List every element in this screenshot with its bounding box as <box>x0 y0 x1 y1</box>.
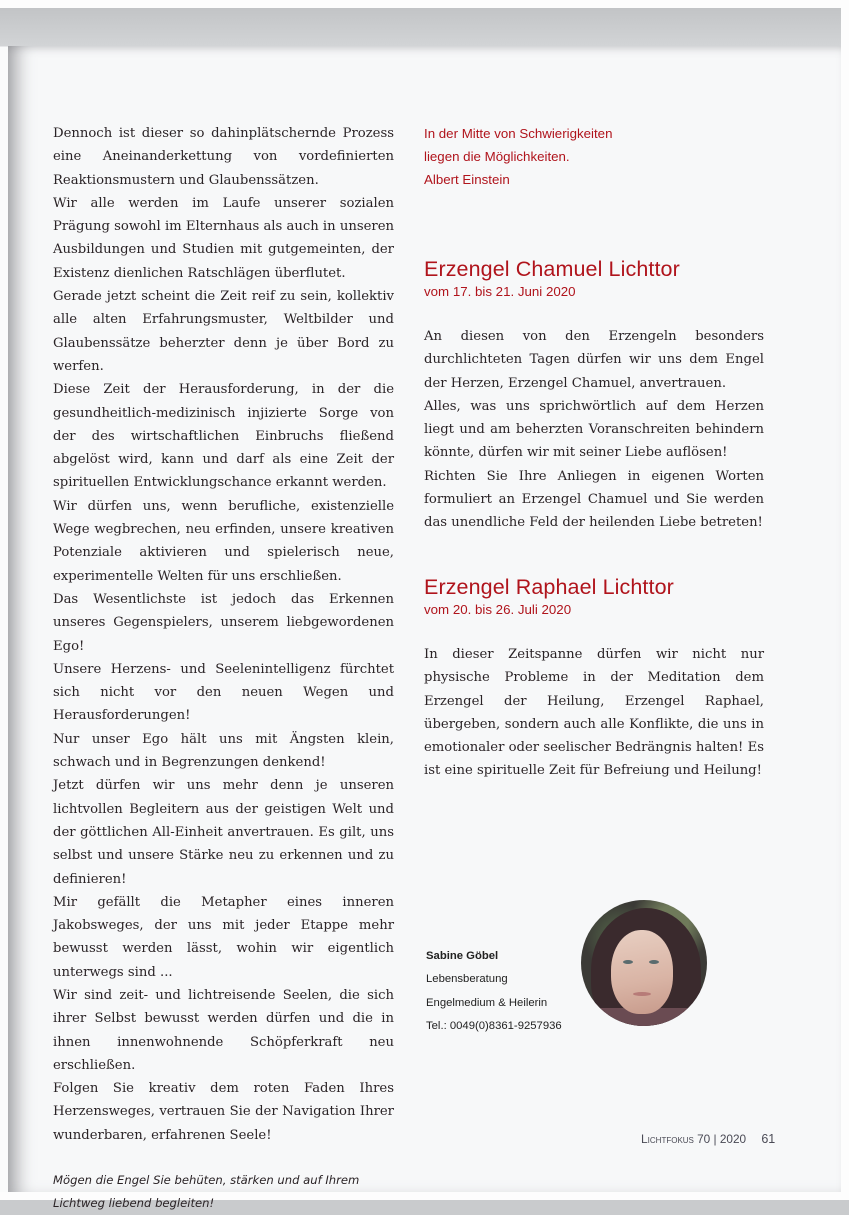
section-title: Erzengel Chamuel Lichttor <box>424 257 680 281</box>
quote-block <box>424 122 764 192</box>
body-paragraph: Gerade jetzt scheint die Zeit reif zu sein, kollektiv alle alten Erfahrungsmuster, Weltbilder und Glaubenssätze beherzter denn je über Bord zu werfen. <box>53 289 394 374</box>
author-portrait <box>581 900 707 1026</box>
section-date: vom 20. bis 26. Juli 2020 <box>424 602 572 617</box>
quote-author: Albert Einstein <box>424 172 510 188</box>
section-raphael <box>424 574 764 783</box>
body-paragraph: Nur unser Ego hält uns mit Ängsten klein, schwach und in Begrenzungen denkend! <box>53 731 394 771</box>
body-paragraph: Alles, was uns sprichwörtlich auf dem Herzen liegt und am beherzten Voranschreiten behindern könnte, dürfen wir mit seiner Liebe auflösen! <box>424 398 764 461</box>
author-name: Sabine Göbel <box>426 950 499 962</box>
body-paragraph: Das Wesentlichste ist jedoch das Erkennen unseres Gegenspielers, unserem liebgewordenen Ego! <box>53 591 394 654</box>
body-paragraph: Jetzt dürfen wir uns mehr denn je unseren lichtvollen Begleitern aus der geistigen Welt und der göttlichen All-Einheit anvertrauen. Es gilt, uns selbst und unsere Stärke neu zu erkennen und zu definieren! <box>53 778 394 887</box>
author-info <box>426 945 562 1038</box>
body-paragraph: Mir gefällt die Metapher eines inneren Jakobsweges, der uns mit jeder Etappe mehr bewusst werden lässt, wohin wir eigentlich unterwegs sind ... <box>53 894 394 980</box>
body-paragraph: In dieser Zeitspanne dürfen wir nicht nur physische Probleme in der Meditation dem Erzengel der Heilung, Erzengel Raphael, übergeben, sondern auch alle Konflikte, die uns in emotionaler oder seelischer Bedrängnis halten! Es ist eine spirituelle Zeit für Befreiung und Heilung! <box>424 647 764 779</box>
body-paragraph: Wir alle werden im Laufe unserer sozialen Prägung sowohl im Elternhaus als auch in unseren Ausbildungen und Studien mit gutgemeinten, der Existenz dienlichen Ratschlägen überflutet. <box>53 195 394 281</box>
portrait-eye <box>649 960 659 964</box>
body-paragraph: Unsere Herzens- und Seelenintelligenz fürchtet sich nicht vor den neuen Wegen und Herausforderungen! <box>53 661 394 724</box>
right-column <box>424 122 764 779</box>
portrait-mouth <box>633 992 651 996</box>
body-paragraph: Diese Zeit der Herausforderung, in der die gesundheitlich-medizinisch injizierte Sorge von der des wirtschaftlichen Einbruchs fließend abgelöst wird, kann und darf als eine Zeit der spirituellen Entwicklungschance erkannt werden. <box>53 382 394 491</box>
section-title: Erzengel Raphael Lichttor <box>424 575 674 599</box>
scan-edge-right <box>841 8 849 1200</box>
page-footer <box>641 1132 775 1146</box>
author-role: Engelmedium & Heilerin <box>426 996 548 1009</box>
left-column <box>53 122 394 1215</box>
issue-number: 70 | 2020 <box>697 1132 747 1146</box>
section-body <box>424 325 764 535</box>
closing-blessing: Mögen die Engel Sie behüten, stärken und auf Ihrem Lichtweg liebend begleiten! <box>53 1173 360 1211</box>
portrait-face <box>611 930 673 1014</box>
section-date: vom 17. bis 21. Juni 2020 <box>424 284 576 299</box>
section-chamuel <box>424 256 764 535</box>
body-paragraph: Wir dürfen uns, wenn berufliche, existenzielle Wege wegbrechen, neu erfinden, unsere kreativen Potenziale aktivieren und spielerisch neue, experimentelle Welten für uns erschließen. <box>53 498 394 584</box>
quote-line: In der Mitte von Schwierigkeiten <box>424 126 613 141</box>
section-body <box>424 643 764 783</box>
quote-line: liegen die Möglichkeiten. <box>424 149 570 165</box>
body-paragraph: An diesen von den Erzengeln besonders durchlichteten Tagen dürfen wir uns dem Engel der Herzen, Erzengel Chamuel, anvertrauen. <box>424 329 764 391</box>
body-paragraph: Wir sind zeit- und lichtreisende Seelen, die sich ihrer Selbst bewusst werden dürfen und die in ihnen innenwohnende Schöpferkraft neu erschließen. <box>53 987 394 1073</box>
body-paragraph: Dennoch ist dieser so dahinplätschernde Prozess eine Aneinanderkettung von vordefinierten Reaktionsmustern und Glaubenssätzen. <box>53 126 394 188</box>
author-phone: Tel.: 0049(0)8361-9257936 <box>426 1019 562 1032</box>
body-paragraph: Folgen Sie kreativ dem roten Faden Ihres Herzensweges, vertrauen Sie der Navigation Ihrer wunderbaren, erfahrenen Seele! <box>53 1081 394 1143</box>
magazine-name: Lichtfokus <box>641 1132 694 1146</box>
author-role: Lebensberatung <box>426 973 508 986</box>
body-paragraph: Richten Sie Ihre Anliegen in eigenen Worten formuliert an Erzengel Chamuel und Sie werden das unendliche Feld der heilenden Liebe betreten! <box>424 468 764 531</box>
page-number: 61 <box>761 1132 776 1146</box>
portrait-eye <box>623 960 633 964</box>
